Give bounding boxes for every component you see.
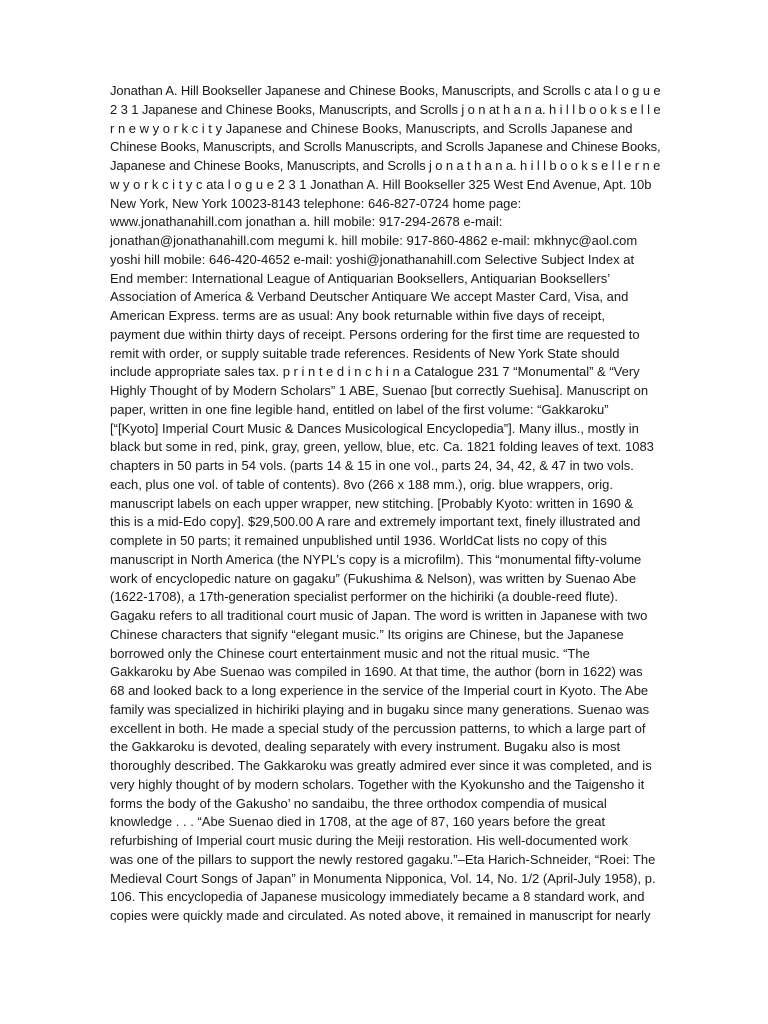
text-line: thoroughly described. The Gakkaroku was greatly admired ever since it was completed, and is xyxy=(110,758,652,773)
text-line: w y o r k c i t y c ata l o g u e 2 3 1 Jonathan A. Hill Bookseller 325 West End Avenue, Apt. 10b xyxy=(110,176,652,192)
text-line: work of encyclopedic nature on gagaku” (Fukushima & Nelson), was written by Suenao Abe xyxy=(110,570,637,586)
text-line: jonathan@jonathanahill.com megumi k. hill mobile: 917-860-4862 e-mail: mkhnyc@aol.com xyxy=(110,233,638,248)
text-line: New York, New York 10023-8143 telephone: 646-827-0724 home page: xyxy=(110,195,522,211)
text-line: [“[Kyoto] Imperial Court Music & Dances Musicological Encyclopedia”]. Many illus., mostly in xyxy=(110,420,639,436)
text-line: Chinese Books, Manuscripts, and Scrolls Manuscripts, and Scrolls Japanese and Chinese Books, xyxy=(110,139,661,155)
text-line: 106. This encyclopedia of Japanese musicology immediately became a 8 standard work, and xyxy=(110,889,645,905)
text-line: manuscript in North America (the NYPL’s copy is a microfilm). This “monumental fifty-volume xyxy=(110,551,642,567)
text-line: knowledge . . . “Abe Suenao died in 1708, at the age of 87, 160 years before the great xyxy=(110,814,606,830)
text-line: remit with order, or supply suitable trade references. Residents of New York State should xyxy=(110,345,620,361)
text-line: forms the body of the Gakusho’ no sandaibu, the three orthodox compendia of musical xyxy=(110,795,607,811)
text-line: include appropriate sales tax. p r i n t e d i n c h i n a Catalogue 231 7 “Monumental” & “Very xyxy=(110,364,640,380)
text-line: Association of America & Verband Deutscher Antiquare We accept Master Card, Visa, and xyxy=(110,289,629,305)
text-line: very highly thought of by modern scholars. Together with the Kyokunsho and the Taigensho it xyxy=(110,776,645,792)
text-line: American Express. terms are as usual: Any book returnable within five days of receipt, xyxy=(110,308,605,323)
text-line: Gagaku refers to all traditional court music of Japan. The word is written in Japanese with two xyxy=(110,608,648,623)
text-line: was one of the pillars to support the newly restored gagaku.”–Eta Harich-Schneider, “Roei: The xyxy=(110,851,656,867)
text-line: www.jonathanahill.com jonathan a. hill mobile: 917-294-2678 e-mail: xyxy=(110,214,503,230)
text-line: payment due within thirty days of receipt. Persons ordering for the first time are requested to xyxy=(110,326,640,342)
text-line: Chinese characters that signify “elegant music.” Its origins are Chinese, but the Japanese xyxy=(110,626,624,642)
text-line: black but some in red, pink, gray, green, yellow, blue, etc. Ca. 1821 folding leaves of text. 1083 xyxy=(110,439,654,455)
text-line: Gakkaroku by Abe Suenao was compiled in 1690. At that time, the author (born in 1622) was xyxy=(110,664,643,680)
text-line: each, plus one vol. of table of contents). 8vo (266 x 188 mm.), orig. blue wrappers, orig. xyxy=(110,476,613,492)
text-line: Japanese and Chinese Books, Manuscripts, and Scrolls j o n a t h a n a. h i l l b o o k s e l l e r n e xyxy=(110,158,661,173)
text-line: manuscript labels on each upper wrapper, new stitching. [Probably Kyoto: written in 1690 & xyxy=(110,495,634,511)
text-line: Medieval Court Songs of Japan” in Monumenta Nipponica, Vol. 14, No. 1/2 (April-July 1958), p. xyxy=(110,870,656,886)
text-line: excellent in both. He made a special study of the percussion patterns, to which a large part of xyxy=(110,720,646,736)
text-line: Highly Thought of by Modern Scholars” 1 ABE, Suenao [but correctly Suehisa]. Manuscript on xyxy=(110,383,649,398)
text-line: r n e w y o r k c i t y Japanese and Chinese Books, Manuscripts, and Scrolls Japanese and xyxy=(110,120,633,136)
text-line: copies were quickly made and circulated. As noted above, it remained in manuscript for nearly xyxy=(110,908,651,923)
text-line: complete in 50 parts; it remained unpublished until 1936. WorldCat lists no copy of this xyxy=(110,533,607,548)
text-line: the Gakkaroku is devoted, dealing separately with every instrument. Bugaku also is most xyxy=(110,739,621,755)
text-line: Jonathan A. Hill Bookseller Japanese and Chinese Books, Manuscripts, and Scrolls c ata l o g u e xyxy=(110,83,661,98)
text-line: (1622-1708), a 17th-generation specialist performer on the hichiriki (a double-reed flute). xyxy=(110,589,619,605)
text-line: 68 and looked back to a long experience in the service of the Imperial court in Kyoto. The Abe xyxy=(110,683,649,698)
text-line: refurbishing of Imperial court music during the Meiji restoration. His well-documented work xyxy=(110,833,629,848)
text-line: yoshi hill mobile: 646-420-4652 e-mail: yoshi@jonathanahill.com Selective Subject Index at xyxy=(110,251,635,267)
text-line: borrowed only the Chinese court entertainment music and not the ritual music. “The xyxy=(110,645,590,661)
body-text xyxy=(110,82,660,926)
text-line: End member: International League of Antiquarian Booksellers, Antiquarian Booksellers’ xyxy=(110,270,611,286)
text-line: paper, written in one fine legible hand, entitled on label of the first volume: “Gakkaroku” xyxy=(110,401,609,417)
text-line: family was specialized in hichiriki playing and in bugaku since many generations. Suenao was xyxy=(110,701,650,717)
text-line: this is a mid-Edo copy]. $29,500.00 A rare and extremely important text, finely illustrated and xyxy=(110,514,641,530)
text-line: chapters in 50 parts in 54 vols. (parts 14 & 15 in one vol., parts 24, 34, 42, & 47 in two vols. xyxy=(110,458,634,473)
text-line: 2 3 1 Japanese and Chinese Books, Manuscripts, and Scrolls j o n at h a n a. h i l l b o o k s e l l e xyxy=(110,101,661,117)
